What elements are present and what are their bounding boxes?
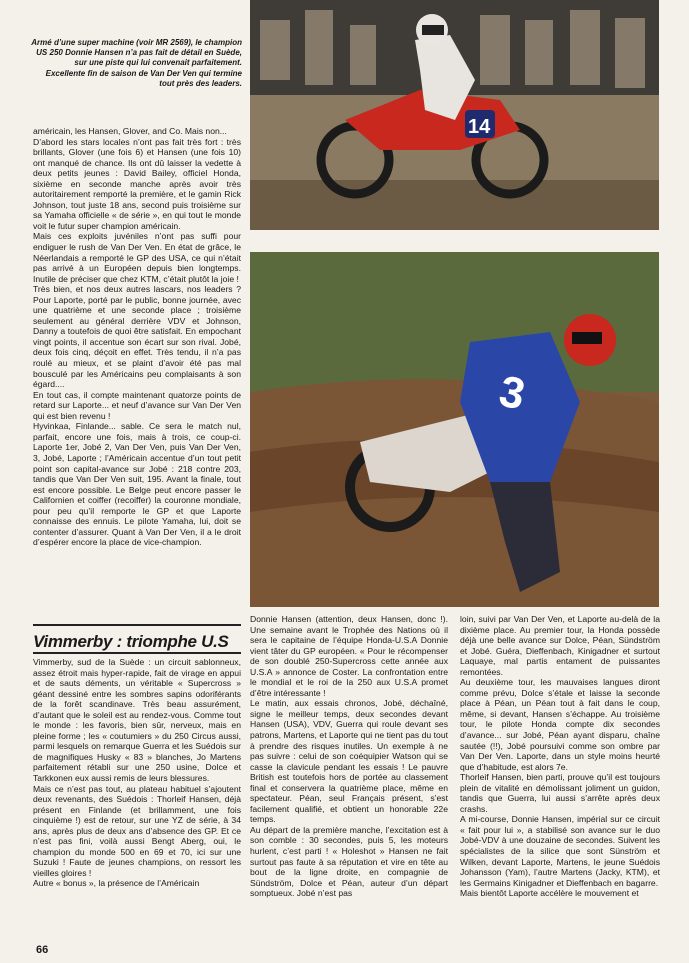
paragraph: Le matin, aux essais chronos, Jobé, déchaîné, signe le meilleur temps, deux secondes devant Hansen (USA), VDV, Guerra qui roule devant ses patrons, Martens, et Laporte qui ne tient pas du tout à prendre des risques inutiles. Un exemple à ne pas suivre : celui de son coéquipier Watson qui se casse la clavicule pendant les essais ! Le pauvre British est toutefois hors de portée au classement final et conservera la quatrième place, même en spectateur. Péan, seul Français présent, s’est facilement qualifié, et obtient un honorable 22e temps. xyxy=(250,698,448,825)
paragraph: Au départ de la première manche, l’excitation est à son comble : 30 secondes, puis 5, les moteurs hurlent, c’est parti ! « Holeshot » Hansen ne fait surtout pas faute à sa réputation et vire en tête au bout de la ligne droite, en compagnie de Sündström, Dolce et Péan, auteur d’un départ somptueux. Jobé n’est pas xyxy=(250,824,448,899)
paragraph: A mi-course, Donnie Hansen, impérial sur ce circuit « fait pour lui », a stabilisé son avance sur le duo Jobé-VDV à une douzaine de secondes. Suivent les spécialistes de la silice que sont Sünström et Wilken, devant Laporte, Martens, le jeune Suédois Johansson (Yam), l’autre Martens (Jacky, KTM), et les Germains Kinigadner et Dieffenbach en bagarre. xyxy=(460,814,660,888)
column-2 xyxy=(250,614,448,899)
paragraph: Donnie Hansen (attention, deux Hansen, donc !). Une semaine avant le Trophée des Nations où il sera le capitaine de l’équipe Honda-U.S.A Donnie vient tâter du GP européen. « Pour le récompenser de son doublé 250-Supercross cette année aux U.S.A » annonce de Coster. La confrontation entre le mondial et le roi de la 250 aux U.S.A promet d’être intéressante ! xyxy=(250,614,448,698)
section-headline: Vimmerby : triomphe U.S xyxy=(33,632,229,651)
column-1-top xyxy=(33,126,241,548)
caption-line-1: Armé d’une super machine (voir MR 2569), le champion US 250 Donnie Hansen n’a pas fait de détail en Suède, sur une piste qui lui convenait parfaitement. xyxy=(31,38,242,67)
photo-top-hansen xyxy=(250,0,659,230)
paragraph: Vimmerby, sud de la Suède : un circuit sablonneux, assez étroit mais hyper-rapide, fait de virage en appui et de sauts déments, un véritable « Supercross » géant dessiné entre les sombres sapins odoriférants de la forêt scandinave. Très beau assurément, d’autant que le soleil est au rendez-vous. Comme tout le monde : les favoris, bien sûr, nerveux, mais en pleine forme ; les « coutumiers » du 250 Circus aussi, parmi lesquels on remarque Guerra et les Suédois sur de magnifiques Husky « 83 » blanches, Jo Martens parfaitement rétabli sur une 250 usine, Dolce et Tarkkonen eux aussi remis de leurs blessures. xyxy=(33,657,241,784)
paragraph: Mais ce n’est pas tout, au plateau habituel s’ajoutent deux revenants, des Suédois : Thorleif Hansen, déjà présent en Finlande (et brillamment, une fois cinquième !) est de retour, sur une YZ de série, à 34 ans, après plus de deux ans d’absence des GP. Et ce n’est pas fini, voilà aussi Bengt Aberg, oui, le champion du monde 500 en 69 et 70, ici sur une Suzuki ! Faute de jeunes champions, on ressort les vieilles gloires ! xyxy=(33,783,241,878)
paragraph: Thorleif Hansen, bien parti, prouve qu’il est toujours plein de vitalité en démolissant joliment un guidon, tandis que Guerra, lui aussi s’arrête après deux crashs. xyxy=(460,772,660,814)
page-number: 66 xyxy=(36,944,49,956)
top-bike-number: 14 xyxy=(468,116,491,138)
paragraph: Mais ces exploits juvéniles n’ont pas suffi pour endiguer le rush de Van Der Ven. En état de grâce, le Néerlandais a remporté le GP des USA, ce qui n’était pas arrivé à un Européen depuis bien longtemps. Inutile de préciser que chez KTM, c’était plutôt la joie ! xyxy=(33,231,241,284)
column-3 xyxy=(460,614,660,899)
paragraph: Très bien, et nos deux autres lascars, nos leaders ? Pour Laporte, porté par le public, bonne journée, avec une quatrième et une seconde place ; troisième seulement au général derrière VDV et Johnson, Danny a toutefois de quoi être satisfait. En empochant vingt points, il accentue son écart sur son rival. Jobé, deux fois cinq, déçoit en effet. Très tendu, il n’a pas roulé au mieux, et se plaint d’avoir été pas mal bousculé par les Américains peu complaisants à son égard.... xyxy=(33,284,241,390)
paragraph: Au deuxième tour, les mauvaises langues diront comme prévu, Dolce s’étale et laisse la seconde place à Péan, un Péan tout à fait dans le coup, même, si devant, Hansen s’échappe. Au troisième tour, le pilote Honda compte dix secondes d’avance... sur Jobé, Péan ayant disparu, chaîne sautée (!!), Jobé poursuivi comme son ombre par Van Der Ven. Laporte, dans un style moins heurté que d’habitude, est alors 7e. xyxy=(460,677,660,772)
headline-rule-top xyxy=(33,624,241,626)
paragraph: Hyvinkaa, Finlande... sable. Ce sera le match nul, parfait, encore une fois, mais à trois, ce coup-ci. Laporte 1er, Jobé 2, Van Der Ven, puis Van Der Ven, 3, Jobé, Laporte ; l’Américain accentue d’un tout petit point son capital-avance sur Jobé : 218 contre 203, tandis que Van Der Ven suit, 195. Avant la finale, tout est encore possible. Le Belge peut encore passer le Californien et coiffer (recoiffer) la couronne mondiale, pour peu qu’il remporte le GP et que Laporte connaisse des ennuis. Le pilote Yamaha, lui, doit se contenter d’assurer. Quant à Van Der Ven, il a le droit d’espérer encore la place de vice-champion. xyxy=(33,421,241,548)
paragraph: Mais bientôt Laporte accélère le mouvement et xyxy=(460,888,639,899)
paragraph: En tout cas, il compte maintenant quatorze points de retard sur Laporte... et neuf d’avance sur Van Der Ven qui est bien revenu ! xyxy=(33,389,241,421)
paragraph: Autre « bonus », la présence de l’Américain xyxy=(33,878,200,889)
photo-caption xyxy=(30,38,242,90)
headline-rule-bottom xyxy=(33,652,241,654)
paragraph: loin, suivi par Van Der Ven, et Laporte au-delà de la dixième place. Au premier tour, la Honda possède déjà une belle avance sur Dolce, Péan, Sündström et Jobé. Guéra, Dieffenbach, Kinigadner et surtout Laquaye, mal partis entament de puissantes remontées. xyxy=(460,614,660,677)
main-bike-number: 3 xyxy=(495,366,530,420)
photo-main-van-der-ven xyxy=(250,252,659,607)
paragraph: américain, les Hansen, Glover, and Co. Mais non... xyxy=(33,126,227,136)
caption-line-2: Excellente fin de saison de Van Der Ven qui termine tout près des leaders. xyxy=(45,69,242,88)
paragraph: D’abord les stars locales n’ont pas fait très fort : très brillants, Glover (une fois 6) et Hansen (une fois 10) ont manqué de chance. Ils ont dû laisser la vedette à deux petits jeunes : David Bailey, officiel Honda, sixième en seconde manche après avoir très autoritairement remporté la première, et le gamin Rick Johnson, tout juste 18 ans, second puis troisième sur sa Yamaha officielle « de série », en qui tout le monde voit le futur super champion américain. xyxy=(33,136,241,231)
column-1-bottom xyxy=(33,657,241,889)
